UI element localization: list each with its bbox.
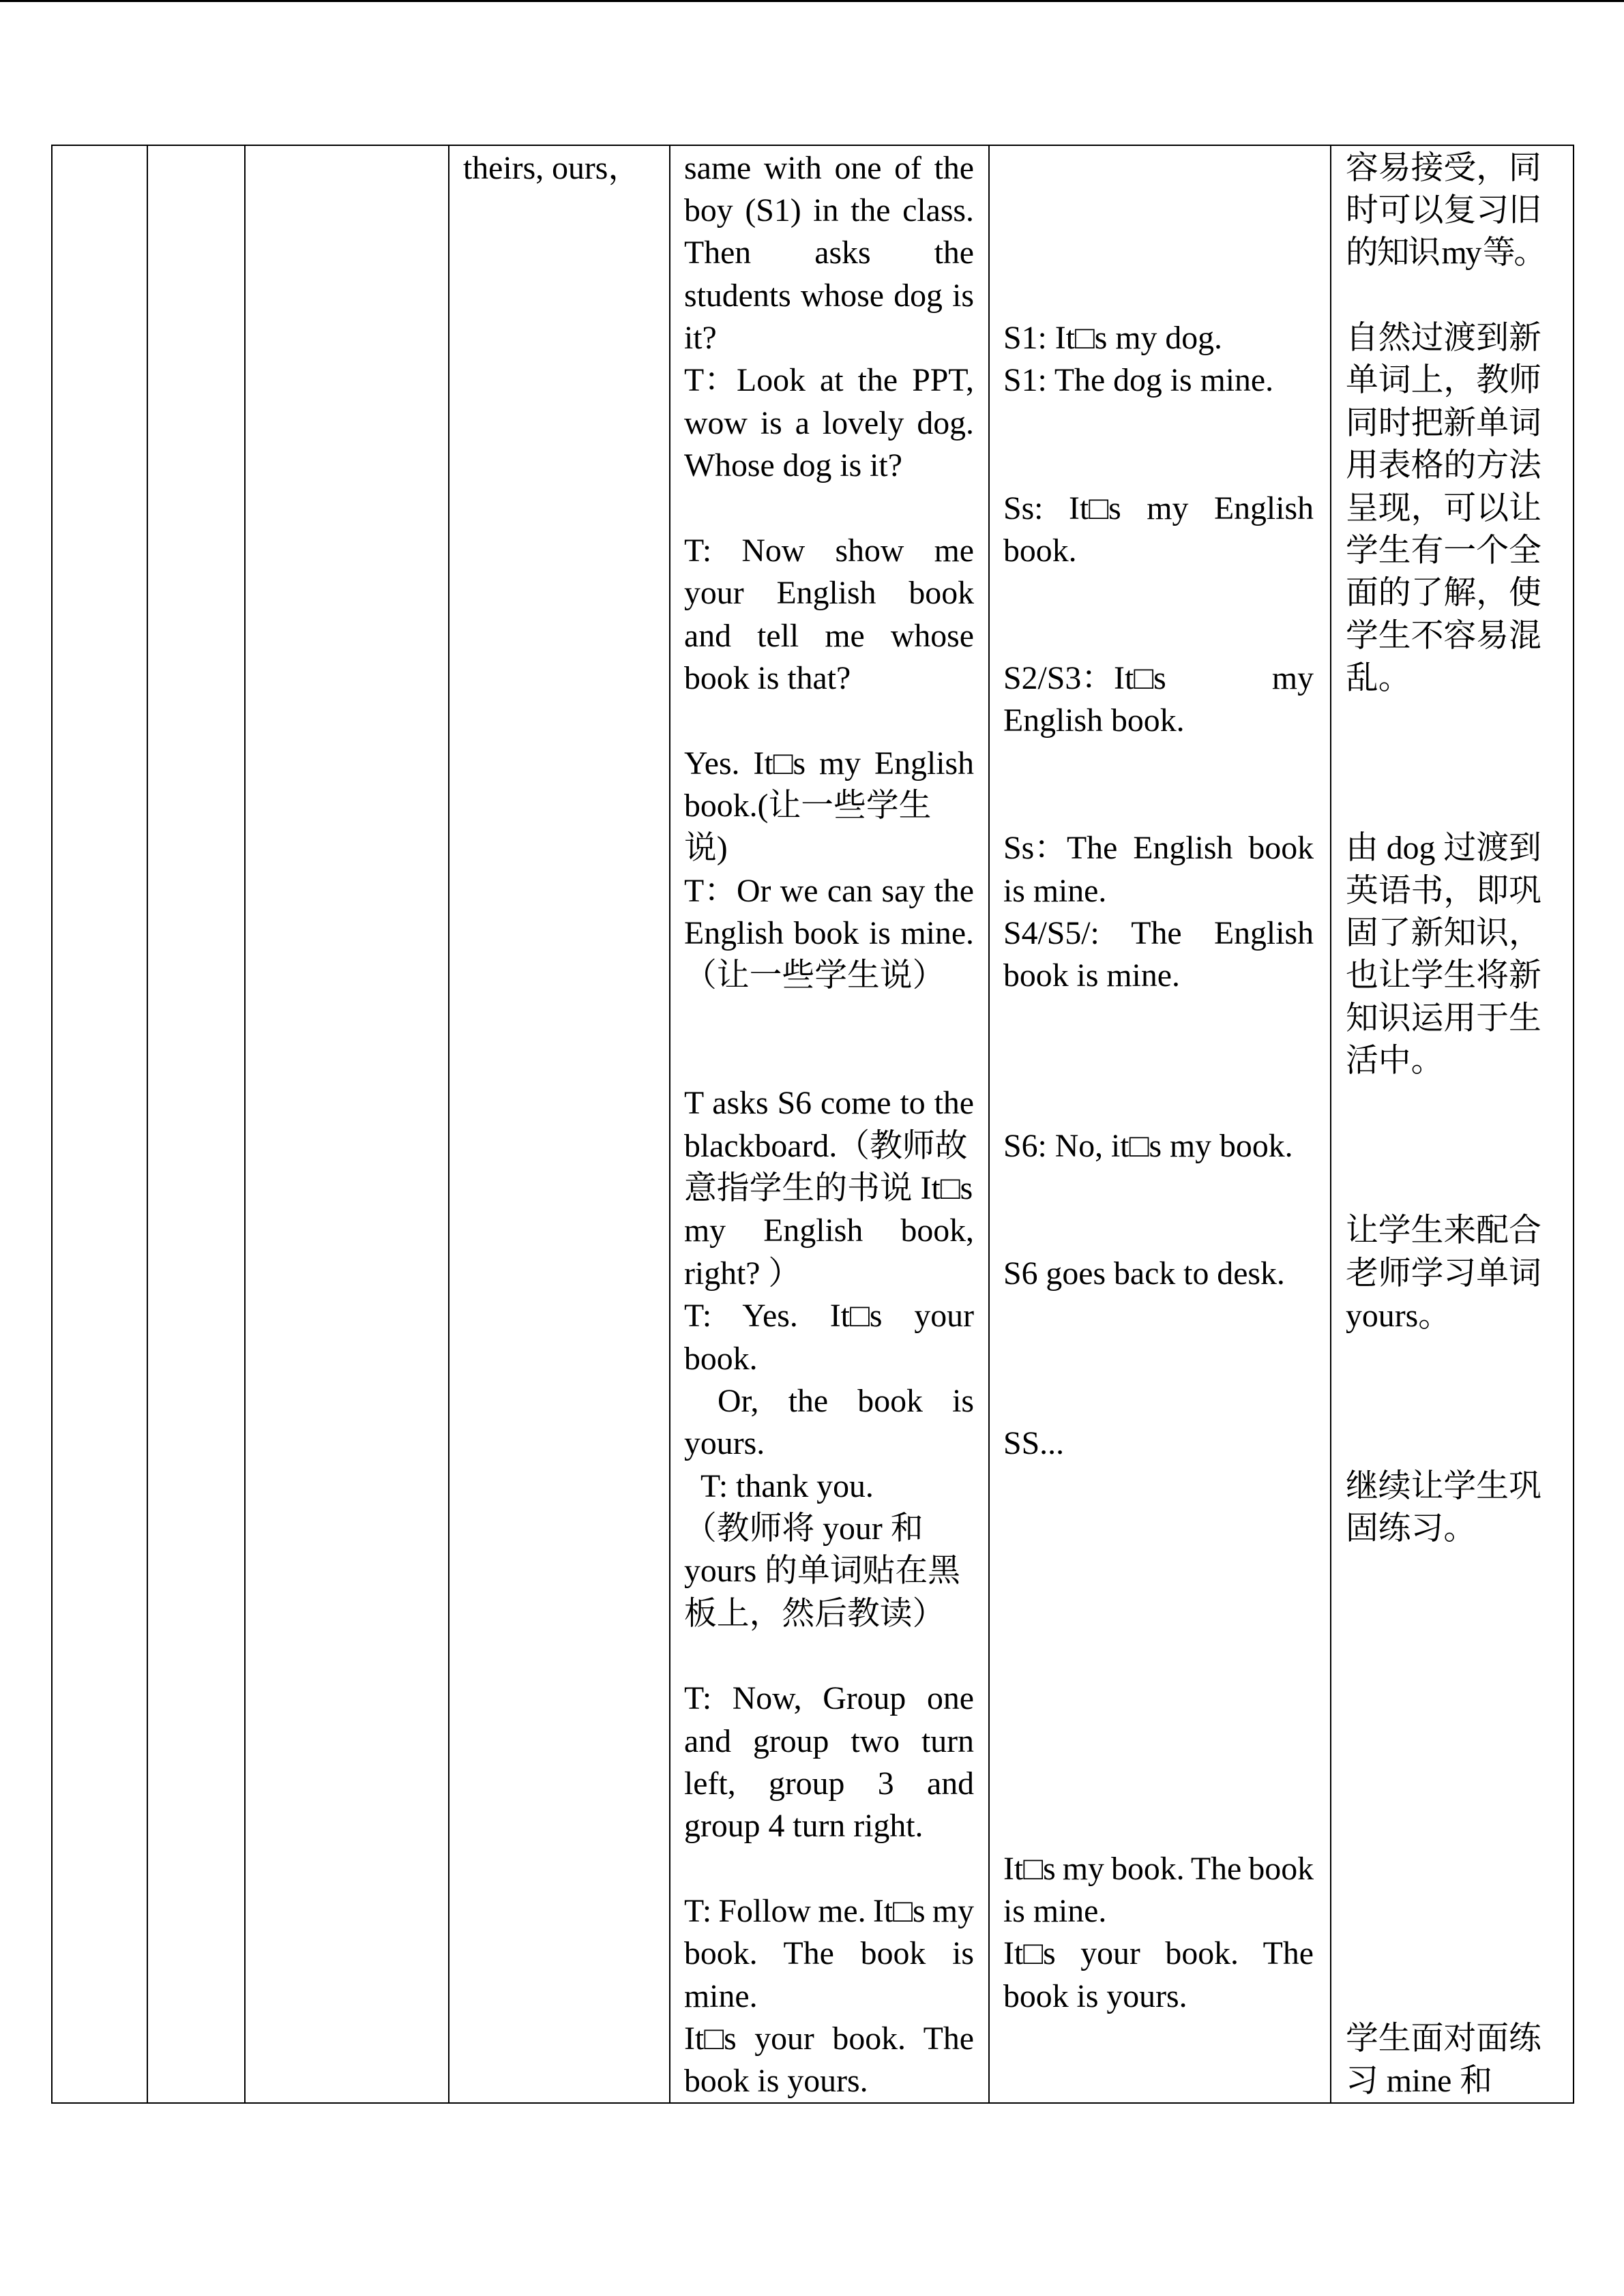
teacher-activity-line: my English book, xyxy=(684,1212,974,1249)
teacher-activity-line: English book is mine. xyxy=(684,915,974,951)
teacher-activity-line: Whose dog is it? xyxy=(684,447,902,484)
teacher-activity-line: book.(让一些学生 xyxy=(684,787,932,824)
design-note-line: 单词上，教师 xyxy=(1346,362,1541,399)
student-activity-line: English book. xyxy=(1003,702,1185,739)
student-activity-line: is mine. xyxy=(1003,1893,1107,1930)
student-activity-line: S4/S5/: The English xyxy=(1003,915,1314,951)
teacher-activity-line: and tell me whose xyxy=(684,617,974,654)
student-activity-line: book. xyxy=(1003,532,1077,569)
teacher-activity-line: your English book xyxy=(684,575,974,612)
teacher-activity-line: 说) xyxy=(684,830,728,867)
student-activity-line: SS... xyxy=(1003,1425,1065,1462)
teacher-activity-line: T: Now, Group one xyxy=(684,1680,974,1717)
design-note-line: 的知识 my 等。 xyxy=(1346,235,1545,271)
teacher-activity-line: （教师将 your 和 xyxy=(684,1510,924,1547)
teacher-activity-line: left, group 3 and xyxy=(684,1765,974,1802)
teacher-activity-line: book is that? xyxy=(684,659,851,696)
student-activity-cell xyxy=(988,145,1330,2104)
teacher-activity-line: T: thank you. xyxy=(700,1467,874,1504)
design-note-line: 自然过渡到新 xyxy=(1346,320,1541,357)
teacher-activity-line: 意指学生的书说 It□s xyxy=(684,1170,973,1207)
student-activity-line: It□s your book. The xyxy=(1003,1935,1314,1972)
design-note-line: 学生不容易混 xyxy=(1346,617,1541,654)
teacher-activity-line: Then asks the xyxy=(684,235,974,271)
teacher-activity-cell xyxy=(669,145,988,2104)
student-activity-line: S6 goes back to desk. xyxy=(1003,1255,1285,1292)
teacher-activity-line: and group two turn xyxy=(684,1723,974,1759)
design-note-line: 乱。 xyxy=(1346,659,1411,696)
vocabulary-cell xyxy=(448,145,669,2104)
student-activity-line: Ss: It□s my English xyxy=(1003,490,1314,526)
teacher-activity-line: T: Now show me xyxy=(684,532,974,569)
teacher-activity-line: students whose dog is xyxy=(684,277,974,314)
empty-cell-2 xyxy=(147,145,244,2104)
student-activity-line: is mine. xyxy=(1003,872,1107,909)
design-note-line: 学生有一个全 xyxy=(1346,532,1541,569)
teacher-activity-line: yours. xyxy=(684,1425,765,1462)
teacher-activity-line: T: Follow me. It□s my xyxy=(684,1893,974,1930)
design-note-line: 英语书，即巩 xyxy=(1346,872,1541,909)
teacher-activity-line: Or, the book is xyxy=(718,1382,974,1419)
teacher-activity-line: book is yours. xyxy=(684,2063,868,2100)
student-activity-line: S6: No, it□s my book. xyxy=(1003,1127,1293,1164)
teacher-activity-line: book. The book is xyxy=(684,1935,974,1972)
design-note-line: 容易接受，同 xyxy=(1346,149,1541,186)
student-activity-line: book is mine. xyxy=(1003,957,1180,994)
teacher-activity-line: It□s your book. The xyxy=(684,2021,974,2057)
design-note-line: 继续让学生巩 xyxy=(1346,1467,1541,1504)
teacher-activity-line: T asks S6 come to the xyxy=(684,1085,974,1122)
design-notes-cell xyxy=(1330,145,1574,2104)
teacher-activity-line: wow is a lovely dog. xyxy=(684,404,974,441)
teacher-activity-line: Yes. It□s my English xyxy=(684,745,974,781)
design-note-line: 活中。 xyxy=(1346,1043,1444,1079)
page-top-rule xyxy=(0,0,1624,2)
design-note-line: 习 mine 和 xyxy=(1346,2063,1493,2100)
design-note-line: 让学生来配合 xyxy=(1346,1212,1541,1249)
student-activity-line: Ss：The English book xyxy=(1003,830,1314,867)
vocabulary-line: theirs, ours， xyxy=(463,149,641,186)
teacher-activity-line: 板上，然后教读） xyxy=(684,1595,945,1632)
teacher-activity-line: T: Yes. It□s your xyxy=(684,1298,974,1335)
design-note-line: 同时把新单词 xyxy=(1346,404,1541,441)
design-note-line: 用表格的方法 xyxy=(1346,447,1541,484)
teacher-activity-line: mine. xyxy=(684,1978,758,2014)
design-note-line: 固了新知识， xyxy=(1346,915,1541,951)
teacher-activity-line: right? ） xyxy=(684,1255,801,1292)
design-note-line: 呈现，可以让 xyxy=(1346,490,1541,526)
design-note-line: 知识运用于生 xyxy=(1346,1000,1541,1037)
student-activity-line: S2/S3：It□s my xyxy=(1003,659,1314,696)
empty-cell-3 xyxy=(244,145,448,2104)
teacher-activity-line: T：Look at the PPT, xyxy=(684,362,974,399)
teacher-activity-line: boy (S1) in the class. xyxy=(684,192,974,229)
design-note-line: 时可以复习旧 xyxy=(1346,192,1541,229)
design-note-line: 固练习。 xyxy=(1346,1510,1477,1547)
student-activity-line: book is yours. xyxy=(1003,1978,1187,2014)
student-activity-line: S1: The dog is mine. xyxy=(1003,362,1274,399)
teacher-activity-line: book. xyxy=(684,1340,758,1377)
empty-cell-1 xyxy=(51,145,147,2104)
teacher-activity-line: T：Or we can say the xyxy=(684,872,974,909)
design-note-line: 由 dog 过渡到 xyxy=(1346,830,1541,867)
design-note-line: 学生面对面练 xyxy=(1346,2021,1541,2057)
design-note-line: 面的了解，使 xyxy=(1346,575,1541,612)
design-note-line: 也让学生将新 xyxy=(1346,957,1541,994)
student-activity-line: S1: It□s my dog. xyxy=(1003,320,1222,357)
teacher-activity-line: blackboard.（教师故 xyxy=(684,1127,968,1164)
teacher-activity-line: （让一些学生说） xyxy=(684,957,945,994)
teacher-activity-line: it? xyxy=(684,320,717,357)
design-note-line: yours。 xyxy=(1346,1298,1451,1335)
design-note-line: 老师学习单词 xyxy=(1346,1255,1541,1292)
teacher-activity-line: yours 的单词贴在黑 xyxy=(684,1553,960,1590)
teacher-activity-line: group 4 turn right. xyxy=(684,1808,924,1845)
student-activity-line: It□s my book. The book xyxy=(1003,1850,1314,1887)
teacher-activity-line: same with one of the xyxy=(684,149,974,186)
